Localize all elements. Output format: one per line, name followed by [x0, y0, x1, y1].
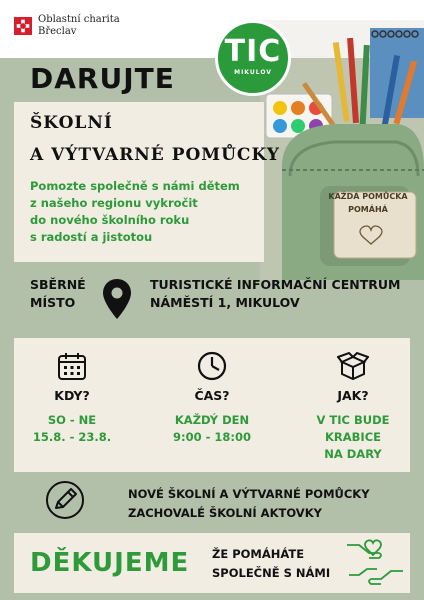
clock-icon [196, 350, 228, 382]
time-value [157, 412, 267, 446]
intro-line: z našeho regionu vykročit [30, 196, 198, 210]
charity-name-line2: Břeclav [38, 26, 77, 37]
accepted-items-line1: NOVÉ ŠKOLNÍ A VÝTVARNÉ POMŮCKY [128, 487, 370, 501]
charity-cross-icon [14, 17, 32, 35]
collection-address [150, 276, 400, 312]
backpack-tag-line2: POMÁHÁ [348, 205, 388, 214]
how-column [298, 350, 408, 463]
collection-address-line1: TURISTICKÉ INFORMAČNÍ CENTRUM [150, 277, 401, 292]
hands-heart-icon [345, 535, 405, 591]
time-value-line: KAŽDÝ DEN [174, 413, 250, 427]
when-column [17, 350, 127, 446]
tic-logo [215, 20, 291, 96]
time-value-line: 9:00 - 18:00 [173, 430, 251, 444]
when-value-line: SO - NE [47, 413, 97, 427]
calendar-icon [56, 350, 88, 382]
accepted-items [128, 485, 370, 523]
thanks-message-line2: SPOLEČNĚ S NÁMI [212, 566, 331, 580]
how-value-line: KRABICE [324, 430, 381, 444]
how-value [298, 412, 408, 463]
collection-address-line2: NÁMĚSTÍ 1, MIKULOV [150, 295, 300, 310]
collection-label-line2: MÍSTO [30, 295, 76, 310]
thanks-message-line1: ŽE POMÁHÁTE [212, 547, 305, 561]
when-value [17, 412, 127, 446]
when-label: KDY? [54, 388, 90, 403]
thanks-title: DĚKUJEME [30, 548, 190, 578]
thanks-message [212, 545, 330, 583]
collection-label [30, 276, 86, 312]
backpack-tag-line1: KAŽDÁ POMŮCKA [328, 192, 408, 201]
accepted-items-line2: ZACHOVALÉ ŠKOLNÍ AKTOVKY [128, 506, 322, 520]
time-column [157, 350, 267, 446]
pencil-icon [45, 480, 85, 520]
intro-line: Pomozte společně s námi dětem [30, 179, 240, 193]
tic-logo-sub: MIKULOV [234, 69, 272, 76]
charity-name [38, 14, 120, 38]
charity-logo [14, 14, 120, 38]
charity-name-line1: Oblastní charita [38, 14, 120, 25]
subtitle-line1: ŠKOLNÍ [30, 113, 113, 133]
backpack-tag [313, 190, 423, 216]
when-value-line: 15.8. - 23.8. [32, 430, 112, 444]
intro-text [30, 178, 240, 246]
how-label: JAK? [337, 388, 369, 403]
how-value-line: V TIC BUDE [316, 413, 390, 427]
time-label: ČAS? [194, 388, 230, 403]
tic-logo-text: TIC [224, 34, 282, 69]
subtitle-line2: A VÝTVARNÉ POMŮCKY [30, 145, 280, 165]
page-title: DARUJTE [30, 62, 175, 95]
intro-line: s radostí a jistotou [30, 230, 153, 244]
location-pin-icon [103, 279, 131, 319]
how-value-line: NA DARY [324, 447, 382, 461]
box-icon [337, 350, 369, 382]
collection-label-line1: SBĚRNÉ [30, 277, 86, 292]
intro-line: do nového školního roku [30, 213, 190, 227]
